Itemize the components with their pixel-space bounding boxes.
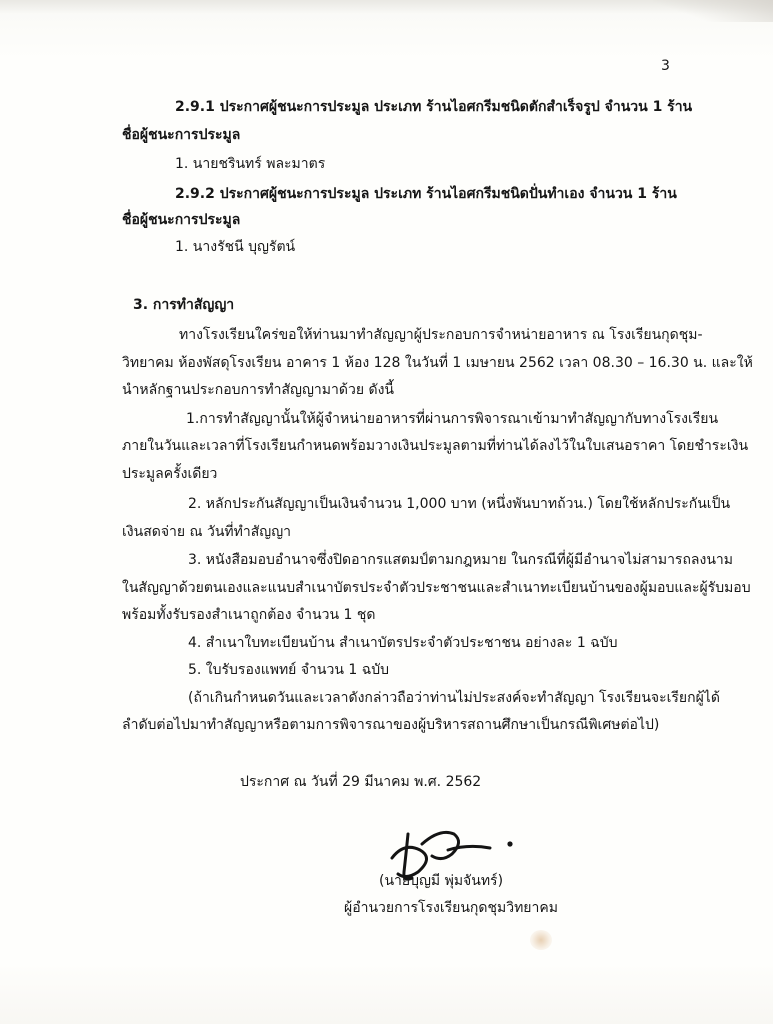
requirement-item-1-line: ประมูลครั้งเดียว	[122, 466, 218, 482]
section-3-heading: 3. การทำสัญญา	[133, 297, 235, 313]
requirement-item-1-line: 1.การทำสัญญานั้นให้ผู้จำหน่ายอาหารที่ผ่านการพิจารณาเข้ามาทำสัญญากับทางโรงเรียน	[186, 411, 719, 427]
requirement-item-4: 4. สำเนาใบทะเบียนบ้าน สำเนาบัตรประจำตัวประชาชน อย่างละ 1 ฉบับ	[188, 635, 618, 651]
page-number: 3	[661, 58, 670, 74]
section-3-intro-line: นำหลักฐานประกอบการทำสัญญามาด้วย ดังนี้	[122, 382, 394, 398]
section-2-9-2-subheading: ชื่อผู้ชนะการประมูล	[122, 212, 241, 228]
section-2-9-1-heading: 2.9.1 ประกาศผู้ชนะการประมูล ประเภท ร้านไอศกรีมชนิดตักสำเร็จรูป จำนวน 1 ร้าน	[175, 99, 693, 115]
requirement-item-3-line: 3. หนังสือมอบอำนาจซึ่งปิดอากรแสตมป์ตามกฎหมาย ในกรณีที่ผู้มีอำนาจไม่สามารถลงนาม	[188, 552, 734, 568]
section-3-intro-line: วิทยาคม ห้องพัสดุโรงเรียน อาคาร 1 ห้อง 128 ในวันที่ 1 เมษายน 2562 เวลา 08.30 – 16.30 น. และให้	[122, 355, 753, 371]
section-2-9-1-winner: 1. นายชรินทร์ พละมาตร	[175, 156, 326, 172]
requirement-item-2-line: 2. หลักประกันสัญญาเป็นเงินจำนวน 1,000 บาท (หนึ่งพันบาทถ้วน.) โดยใช้หลักประกันเป็น	[188, 496, 731, 512]
paper-corner-shadow	[653, 0, 773, 22]
section-2-9-1-subheading: ชื่อผู้ชนะการประมูล	[122, 127, 241, 143]
section-2-9-2-heading: 2.9.2 ประกาศผู้ชนะการประมูล ประเภท ร้านไอศกรีมชนิดปั่นทำเอง จำนวน 1 ร้าน	[175, 186, 677, 202]
announcement-date: ประกาศ ณ วันที่ 29 มีนาคม พ.ศ. 2562	[240, 774, 482, 790]
requirement-item-5: 5. ใบรับรองแพทย์ จำนวน 1 ฉบับ	[188, 662, 390, 678]
section-3-intro-line: ทางโรงเรียนใคร่ขอให้ท่านมาทำสัญญาผู้ประกอบการจำหน่ายอาหาร ณ โรงเรียนกุดชุม-	[179, 327, 703, 343]
requirement-item-1-line: ภายในวันและเวลาที่โรงเรียนกำหนดพร้อมวางเงินประมูลตามที่ท่านได้ลงไว้ในใบเสนอราคา โดยชำระเงิน	[122, 438, 749, 454]
note-line: (ถ้าเกินกำหนดวันและเวลาดังกล่าวถือว่าท่านไม่ประสงค์จะทำสัญญา โรงเรียนจะเรียกผู้ได้	[188, 690, 720, 706]
requirement-item-2-line: เงินสดจ่าย ณ วันที่ทำสัญญา	[122, 524, 291, 540]
paper-stain	[530, 930, 552, 950]
signatory-name: (นายบุญมี พุ่มจันทร์)	[379, 873, 504, 889]
signatory-position: ผู้อำนวยการโรงเรียนกุดชุมวิทยาคม	[344, 900, 558, 916]
requirement-item-3-line: พร้อมทั้งรับรองสำเนาถูกต้อง จำนวน 1 ชุด	[122, 607, 376, 623]
note-line: ลำดับต่อไปมาทำสัญญาหรือตามการพิจารณาของผู้บริหารสถานศึกษาเป็นกรณีพิเศษต่อไป)	[122, 717, 660, 733]
requirement-item-3-line: ในสัญญาด้วยตนเองและแนบสำเนาบัตรประจำตัวประชาชนและสำเนาทะเบียนบ้านของผู้มอบและผู้รับมอบ	[122, 580, 751, 596]
section-2-9-2-winner: 1. นางรัชนี บุญรัตน์	[175, 239, 296, 255]
